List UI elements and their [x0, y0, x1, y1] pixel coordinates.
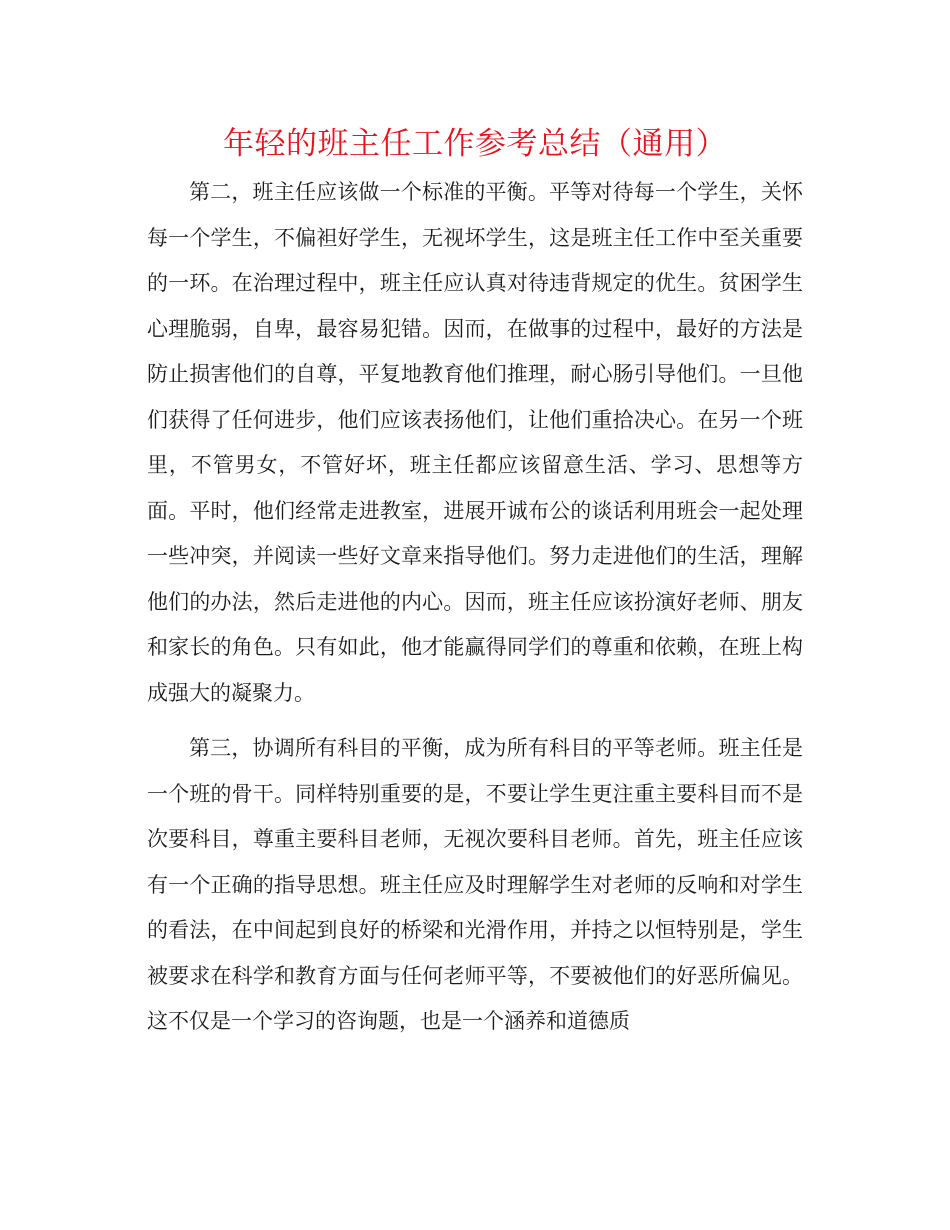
paragraph-1: 第二，班主任应该做一个标准的平衡。平等对待每一个学生，关怀每一个学生，不偏袒好学生，无视坏学生，这是班主任工作中至关重要的一环。在治理过程中，班主任应认真对待违背规定的优生。贫困学生心理脆弱，自卑，最容易犯错。因而，在做事的过程中，最好的方法是防止损害他们的自尊，平复地教育他们推理，耐心肠引导他们。一旦他们获得了任何进步，他们应该表扬他们，让他们重拾决心。在另一个班里，不管男女，不管好坏，班主任都应该留意生活、学习、思想等方面。平时，他们经常走进教室，进展开诚布公的谈话利用班会一起处理一些冲突，并阅读一些好文章来指导他们。努力走进他们的生活，理解他们的办法，然后走进他的内心。因而，班主任应该扮演好老师、朋友和家长的角色。只有如此，他才能赢得同学们的尊重和依赖，在班上构成强大的凝聚力。 — [147, 180, 803, 705]
document-title: 年轻的班主任工作参考总结（通用） — [223, 126, 727, 162]
document-body — [147, 170, 803, 1045]
paragraph-2: 第三，协调所有科目的平衡，成为所有科目的平等老师。班主任是一个班的骨干。同样特别重要的是，不要让学生更注重主要科目而不是次要科目，尊重主要科目老师，无视次要科目老师。首先，班主任应该有一个正确的指导思想。班主任应及时理解学生对老师的反响和对学生的看法，在中间起到良好的桥梁和光滑作用，并持之以恒特别是，学生被要求在科学和教育方面与任何老师平等，不要被他们的好恶所偏见。这不仅是一个学习的咨询题，也是一个涵养和道德质 — [147, 736, 803, 1033]
